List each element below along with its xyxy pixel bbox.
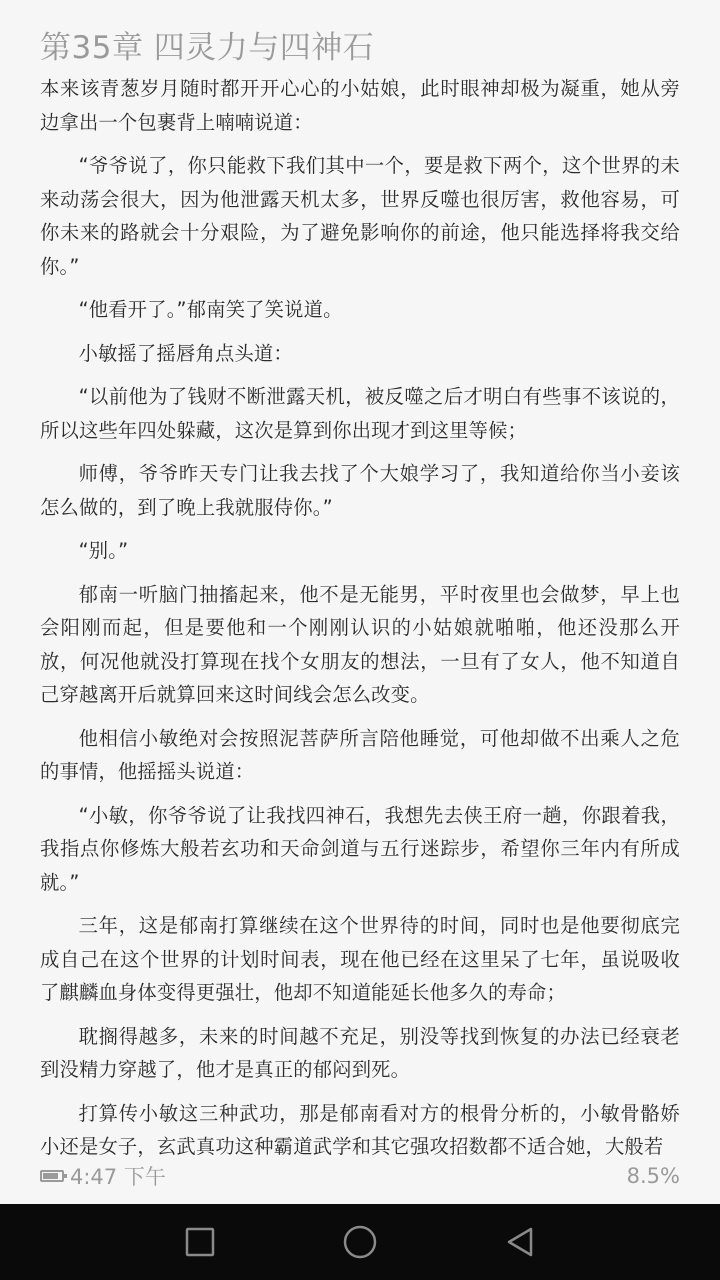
- story-paragraph: 郁南一听脑门抽搐起来，他不是无能男，平时夜里也会做梦，早上也会阳刚而起，但是要他和一个刚刚认识的小姑娘就啪啪，他还没那么开放，何况他就没打算现在找个女朋友的想法，一旦有了女人，他不知道自己穿越离开后就算回来这时间线会怎么改变。: [40, 582, 680, 706]
- home-button[interactable]: [328, 1210, 392, 1274]
- recents-button[interactable]: [168, 1210, 232, 1274]
- story-paragraph: 打算传小敏这三种武功，那是郁南看对方的根骨分析的，小敏骨骼娇小还是女子，玄武真功这种霸道武学和其它强攻招数都不适合她，大般若: [40, 1101, 680, 1158]
- battery-icon: [40, 1170, 64, 1182]
- status-time: 4:47 下午: [70, 1165, 166, 1189]
- square-recents-icon: [184, 1226, 216, 1258]
- story-paragraph: “他看开了。”郁南笑了笑说道。: [78, 298, 343, 321]
- story-paragraph: 耽搁得越多，未来的时间越不充足，别没等找到恢复的办法已经衰老到没精力穿越了，他才是真正的郁闷到死。: [40, 1024, 680, 1081]
- back-button[interactable]: [488, 1210, 552, 1274]
- chapter-content: [40, 72, 680, 1158]
- story-paragraph: 他相信小敏绝对会按照泥菩萨所言陪他睡觉，可他却做不出乘人之危的事情，他摇摇头说道：: [40, 726, 680, 783]
- story-paragraph: “别。”: [78, 539, 129, 562]
- story-paragraph: 三年，这是郁南打算继续在这个世界待的时间，同时也是他要彻底完成自己在这个世界的计划时间表，现在他已经在这里呆了七年，虽说吸收了麒麟血身体变得更强壮，他却不知道能延长他多久的寿命；: [40, 914, 680, 1004]
- reading-progress: 8.5%: [626, 1164, 680, 1188]
- story-paragraph: 小敏摇了摇唇角点头道：: [78, 341, 293, 365]
- circle-home-icon: [342, 1224, 378, 1260]
- story-paragraph: “小敏，你爷爷说了让我找四神石，我想先去侠王府一趟，你跟着我，我指点你修炼大般若玄功和天命剑道与五行迷踪步，希望你三年内有所成就。”: [40, 803, 680, 894]
- story-paragraph: “爷爷说了，你只能救下我们其中一个，要是救下两个，这个世界的未来动荡会很大，因为他泄露天机太多，世界反噬也很厉害，救他容易，可你未来的路就会十分艰险，为了避免影响你的前途，他只能选择将我交给你。”: [40, 154, 680, 278]
- story-paragraph: 师傅，爷爷昨天专门让我去找了个大娘学习了，我知道给你当小妾该怎么做的，到了晚上我就服侍你。”: [40, 462, 680, 519]
- system-navigation-bar: [0, 1204, 720, 1280]
- reader-status-bar: [40, 1160, 680, 1192]
- story-paragraph: 本来该青葱岁月随时都开开心心的小姑娘，此时眼神却极为凝重，她从旁边拿出一个包裹背上喃喃说道：: [40, 77, 680, 134]
- chapter-title: 第35章 四灵力与四神石: [40, 30, 375, 66]
- story-paragraph: “以前他为了钱财不断泄露天机，被反噬之后才明白有些事不该说的，所以这些年四处躲藏，这次是算到你出现才到这里等候；: [40, 385, 680, 442]
- triangle-back-icon: [503, 1225, 537, 1259]
- status-left: [40, 1161, 166, 1191]
